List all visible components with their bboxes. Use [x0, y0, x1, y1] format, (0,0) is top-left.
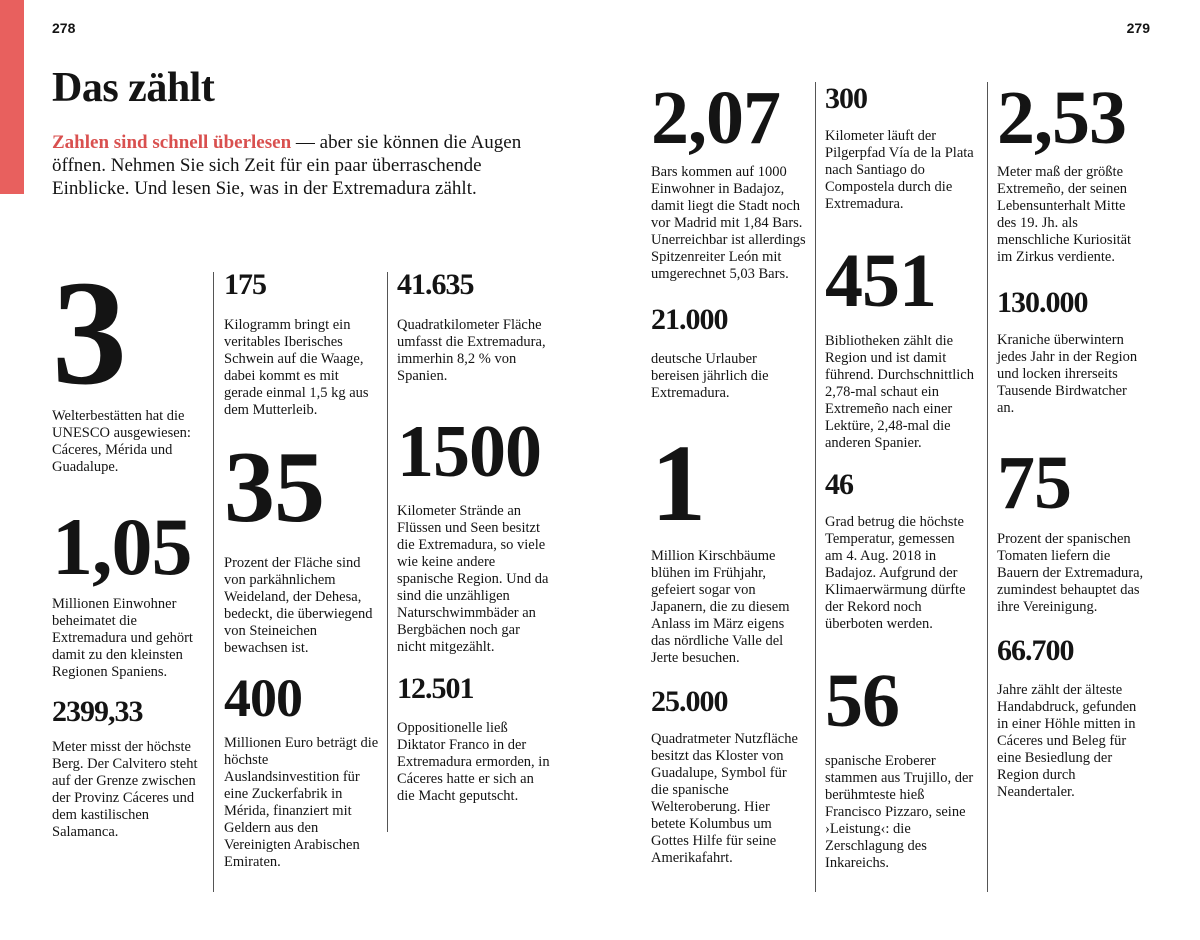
- fact-number: 35: [224, 431, 324, 544]
- fact-column-1: [52, 250, 202, 841]
- page-number-right: 279: [1126, 20, 1150, 36]
- column-divider: [815, 82, 816, 892]
- fact-column-4: [651, 76, 806, 867]
- column-divider: [213, 272, 214, 892]
- intro-highlight: Zahlen sind schnell überlesen: [52, 132, 292, 153]
- fact-text: Kilometer Strände an Flüssen und Seen besitzt die Extremadura, so viele wie keine andere spanische Region. Und da sind die unzähligen Naturschwimmbäder an Bergbächen noch gar nicht mitgezählt.: [397, 503, 549, 655]
- fact-number: 41.635: [397, 268, 474, 301]
- fact-number: 75: [997, 441, 1071, 525]
- fact-text: Jahre zählt der älteste Handabdruck, gefunden in einer Höhle mitten in Cáceres und Beleg für eine Besiedlung der Region durch Neandertaler.: [997, 682, 1137, 800]
- page-number-left: 278: [52, 20, 76, 36]
- fact-text: Grad betrug die höchste Temperatur, gemessen am 4. Aug. 2018 in Badajoz. Aufgrund der Klimaerwärmung dürfte der Rekord noch überboten werden.: [825, 514, 966, 632]
- fact-column-5: [825, 84, 975, 872]
- fact-number: 21.000: [651, 303, 728, 336]
- fact-text: spanische Eroberer stammen aus Trujillo, der berühmteste hieß Francisco Pizzaro, seine ›Leistung‹: die Zerschlagung des Inkareichs.: [825, 753, 974, 871]
- column-divider: [987, 82, 988, 892]
- fact-number: 300: [825, 82, 867, 115]
- fact-column-6: [997, 76, 1147, 801]
- fact-number: 2,53: [997, 76, 1126, 160]
- fact-number: 56: [825, 659, 899, 743]
- fact-text: Quadratkilometer Fläche umfasst die Extremadura, immerhin 8,2 % von Spanien.: [397, 317, 546, 384]
- fact-number: 451: [825, 239, 936, 323]
- fact-number: 130.000: [997, 286, 1088, 319]
- fact-number: 3: [52, 250, 126, 416]
- fact-text: Millionen Euro beträgt die höchste Auslandsinvestition für eine Zuckerfabrik in Mérida, finanziert mit Geldern aus den Vereinigten Arabischen Emiraten.: [224, 735, 379, 870]
- fact-text: deutsche Urlauber bereisen jährlich die Extremadura.: [651, 351, 769, 401]
- page-title: Das zählt: [52, 65, 215, 111]
- fact-number: 25.000: [651, 685, 728, 718]
- fact-text: Oppositionelle ließ Diktator Franco in der Extremadura ermorden, in Cáceres hatte er sich an die Macht geputscht.: [397, 720, 550, 804]
- fact-number: 1500: [397, 411, 541, 493]
- fact-number: 46: [825, 468, 853, 501]
- fact-number: 1,05: [52, 501, 192, 592]
- fact-number: 400: [224, 668, 302, 728]
- fact-text: Prozent der spanischen Tomaten liefern die Bauern der Extremadura, zumindest behauptet das ihre Vereinigung.: [997, 531, 1144, 615]
- intro-text: — aber sie können die Augen öffnen. Nehmen Sie sich Zeit für ein paar überraschende Einblicke. Und lesen Sie, was in der Extremadura zählt.: [52, 132, 522, 199]
- fact-number: 66.700: [997, 634, 1074, 667]
- fact-number: 175: [224, 268, 266, 301]
- fact-text: Kilometer läuft der Pilgerpfad Vía de la Plata nach Santiago do Compostela durch die Extremadura.: [825, 128, 974, 212]
- fact-text: Quadratmeter Nutzfläche besitzt das Kloster von Guadalupe, Symbol für die spanische Welteroberung. Hier betete Kolumbus um Gottes Hilfe für seine Amerikafahrt.: [651, 731, 798, 866]
- fact-number: 1: [651, 422, 705, 544]
- fact-text: Millionen Einwohner beheimatet die Extremadura und gehört damit zu den kleinsten Regionen Spaniens.: [52, 596, 193, 680]
- column-divider: [387, 272, 388, 832]
- fact-text: Kraniche überwintern jedes Jahr in der Region und locken ihrerseits Tausende Birdwatcher an.: [997, 332, 1138, 416]
- fact-text: Welterbestätten hat die UNESCO ausgewiesen: Cáceres, Mérida und Guadalupe.: [52, 408, 191, 475]
- fact-number: 12.501: [397, 672, 474, 705]
- fact-text: Meter misst der höchste Berg. Der Calvitero steht auf der Grenze zwischen der Provinz Cáceres und dem kastilischen Salamanca.: [52, 739, 198, 840]
- fact-text: Bibliotheken zählt die Region und ist damit führend. Durchschnittlich 2,78-mal schaut ein Extremeño nach einer Lektüre, 2,48-mal die anderen Spanier.: [825, 333, 974, 451]
- fact-text: Bars kommen auf 1000 Einwohner in Badajoz, damit liegt die Stadt noch vor Madrid mit 1,84 Bars. Unerreichbar ist allerdings Spitzenreiter León mit umgerechnet 5,03 Bars.: [651, 164, 806, 282]
- fact-text: Kilogramm bringt ein veritables Iberisches Schwein auf die Waage, dabei kommt es mit gerade einmal 1,5 kg aus dem Mutterleib.: [224, 317, 369, 418]
- fact-text: Meter maß der größte Extremeño, der seinen Lebensunterhalt Mitte des 19. Jh. als menschliche Kuriosität im Zirkus verdiente.: [997, 164, 1132, 265]
- fact-number: 2,07: [651, 76, 780, 160]
- intro-paragraph: [52, 131, 532, 200]
- fact-column-2: [224, 270, 379, 871]
- fact-number: 2399,33: [52, 695, 143, 728]
- accent-bar: [0, 0, 24, 194]
- fact-text: Million Kirschbäume blühen im Frühjahr, gefeiert sogar von Japanern, die zu diesem Anlass im März eigens das nördliche Valle del Jerte besuchen.: [651, 548, 790, 666]
- fact-text: Prozent der Fläche sind von parkähnlichem Weideland, der Dehesa, bedeckt, die überwiegend von Steineichen bewachsen ist.: [224, 555, 373, 656]
- fact-column-3: [397, 270, 552, 805]
